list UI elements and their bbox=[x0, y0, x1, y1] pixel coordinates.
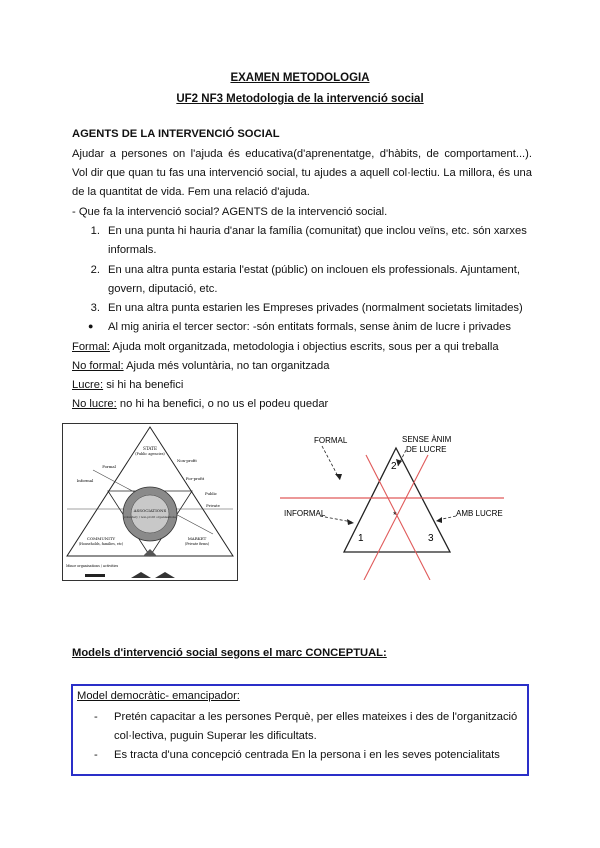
definition-text: si hi ha benefici bbox=[103, 379, 184, 391]
vertex-number-3: 3 bbox=[428, 533, 434, 544]
section-heading-agents: AGENTS DE LA INTERVENCIÓ SOCIAL bbox=[72, 128, 280, 140]
label-informal: INFORMAL bbox=[284, 509, 326, 518]
question-line: - Que fa la intervenció social? AGENTS de la intervenció social. bbox=[72, 206, 388, 218]
intro-line-1: Ajudar a persones on l'ajuda és educativa(d'aprenentatge, d'hàbits, de comportament...). bbox=[72, 148, 532, 160]
list-item-1-line-1: En una punta hi hauria d'anar la família (comunitat) que inclou veïns, etc. són xarxes bbox=[108, 225, 527, 237]
label-associations: ASSOCIATIONS bbox=[133, 508, 167, 513]
definition-formal bbox=[72, 341, 532, 353]
label-state-sub: (Public agencies) bbox=[135, 452, 165, 456]
label-associations-sub: (voluntary / non-profit organisations) bbox=[122, 515, 178, 519]
list-item-1-line-2: informals. bbox=[108, 244, 157, 256]
dash-icon: - bbox=[94, 749, 98, 761]
definition-text: Ajuda molt organitzada, metodologia i objectius escrits, sous per a qui treballa bbox=[109, 341, 499, 353]
definition-term: Lucre: bbox=[72, 379, 104, 391]
label-market: MARKET bbox=[187, 536, 207, 541]
label-public: Public bbox=[205, 491, 217, 496]
document-title: EXAMEN METODOLOGIA bbox=[230, 72, 370, 84]
definition-text: Ajuda més voluntària, no tan organitzada bbox=[123, 360, 330, 372]
label-private: Private bbox=[206, 503, 220, 508]
label-nonprofit: Non-profit bbox=[177, 458, 197, 463]
dash-icon: - bbox=[94, 711, 98, 723]
model-item-1-line-1: Pretén capacitar a les persones Perquè, per elles mateixes i des de l'organització bbox=[114, 711, 518, 723]
list-item-2-line-1: En una altra punta estaria l'estat (públic) on inclouen els professionals. Ajuntament, bbox=[108, 264, 520, 276]
section-heading-models: Models d'intervenció social segons el marc CONCEPTUAL: bbox=[72, 647, 387, 659]
bullet-third-sector: Al mig aniria el tercer sector: -són entitats formals, sense ànim de lucre i privades bbox=[108, 321, 511, 333]
definition-term: No formal: bbox=[72, 360, 124, 372]
model-box-title: Model democràtic- emancipador: bbox=[77, 690, 240, 702]
welfare-triangle-figure bbox=[62, 423, 238, 581]
label-sense-anim-1: SENSE ÀNIM bbox=[402, 435, 452, 444]
label-sense-anim-2: DE LUCRE bbox=[406, 445, 447, 454]
center-star: * bbox=[393, 510, 397, 520]
definition-text: no hi ha benefici, o no us el podeu quedar bbox=[116, 398, 329, 410]
vertex-number-1: 1 bbox=[358, 533, 364, 544]
model-item-1-line-2: col·lectiva, puguin Superar les dificultats. bbox=[114, 730, 317, 742]
label-community: COMMUNITY bbox=[86, 536, 116, 541]
label-forprofit: For-profit bbox=[185, 476, 205, 481]
label-community-sub: (Households, families, etc) bbox=[78, 542, 124, 546]
definition-term: No lucre: bbox=[72, 398, 117, 410]
label-minor: Minor organisations / activities bbox=[66, 564, 119, 568]
list-number-3: 3. bbox=[90, 302, 100, 314]
definition-lucre bbox=[72, 379, 532, 391]
label-amb-lucre: AMB LUCRE bbox=[456, 509, 503, 518]
list-number-2: 2. bbox=[90, 264, 100, 276]
definition-no-lucre bbox=[72, 398, 532, 410]
label-market-sub: (Private firms) bbox=[184, 542, 210, 546]
definition-term: Formal: bbox=[72, 341, 110, 353]
list-item-2-line-2: govern, diputació, etc. bbox=[108, 283, 218, 295]
document-subtitle: UF2 NF3 Metodologia de la intervenció social bbox=[176, 93, 424, 105]
intro-line-3: de la quantitat de vida. Fem una relació d'ajuda. bbox=[72, 186, 310, 198]
label-informal: Informal bbox=[76, 478, 94, 483]
sector-triangle-sketch bbox=[278, 430, 506, 580]
label-formal: FORMAL bbox=[314, 436, 348, 445]
bullet-icon: ● bbox=[88, 321, 94, 331]
label-formal: Formal bbox=[102, 464, 116, 469]
intro-line-2: Vol dir que quan tu fas una intervenció social, tu ajudes a aquell col·lectiu. La millora, és una bbox=[72, 167, 532, 179]
label-state: STATE bbox=[142, 446, 158, 451]
list-number-1: 1. bbox=[90, 225, 100, 237]
definition-no-formal bbox=[72, 360, 532, 372]
model-item-2-line-1: Es tracta d'una concepció centrada En la persona i en les seves potencialitats bbox=[114, 749, 500, 761]
list-item-3-line-1: En una altra punta estarien les Empreses privades (normalment societats limitades) bbox=[108, 302, 523, 314]
vertex-number-2: 2 bbox=[391, 461, 397, 472]
